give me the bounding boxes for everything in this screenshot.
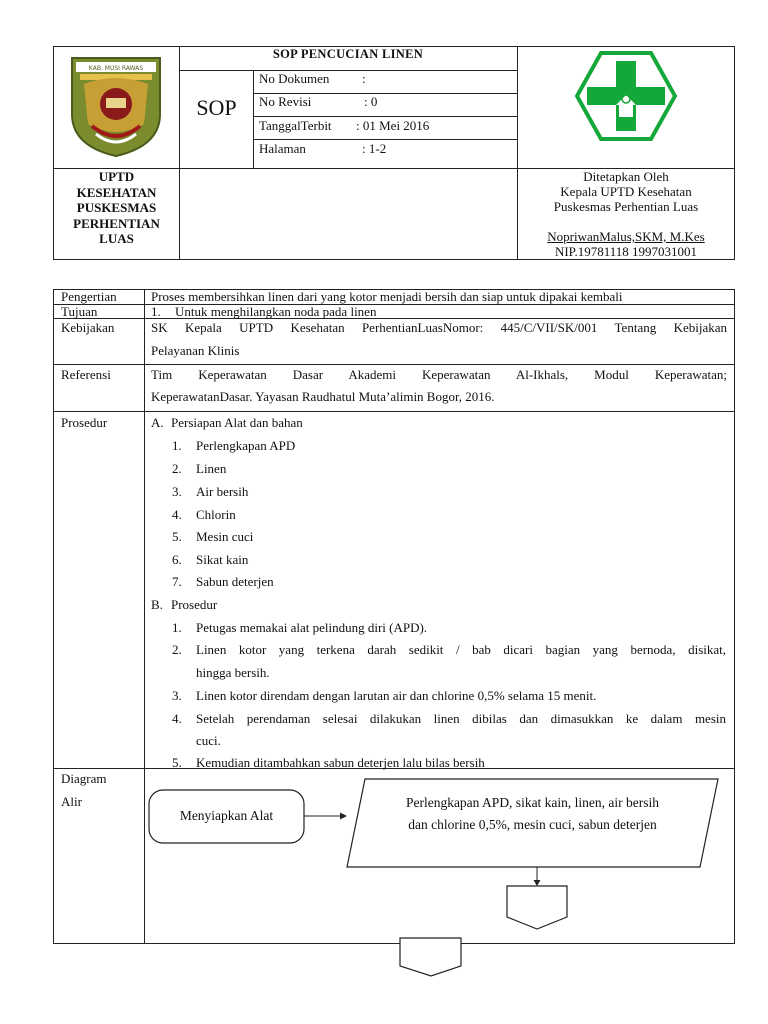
flow-io-line-1: Perlengkapan APD, sikat kain, linen, air bersih	[405, 795, 660, 810]
section-a-mark: A.	[151, 415, 164, 430]
list-a-item: Sabun deterjen	[196, 574, 274, 589]
list-a-item: Mesin cuci	[196, 529, 254, 544]
list-a-num: 6.	[172, 552, 182, 567]
meta-label-no-dokumen: No Dokumen	[259, 71, 330, 86]
label-diagram: Diagram	[61, 771, 107, 786]
list-a-num: 7.	[172, 574, 182, 589]
flow-start-label: Menyiapkan Alat	[179, 808, 274, 823]
list-a-item: Sikat kain	[196, 552, 249, 567]
pengertian-text: Proses membersihkan linen dari yang kotor menjadi bersih dan siap untuk dipakai kembali	[151, 289, 623, 304]
logo-banner-text: KAB. MUSI RAWAS	[88, 65, 144, 72]
list-b-num: 2.	[172, 642, 182, 657]
label-tujuan: Tujuan	[61, 304, 98, 319]
label-pengertian: Pengertian	[61, 289, 117, 304]
document-title: SOP PENCUCIAN LINEN	[272, 47, 424, 61]
flow-offpage-connector	[507, 886, 567, 929]
list-b-line-cont: hingga bersih.	[196, 665, 270, 680]
tujuan-text: Untuk menghilangkan noda pada linen	[175, 304, 377, 319]
list-b-num: 3.	[172, 688, 182, 703]
list-a-num: 4.	[172, 507, 182, 522]
meta-value-tanggal-terbit: : 01 Mei 2016	[356, 118, 430, 133]
flow-arrowhead-2	[534, 880, 541, 886]
flow-io-line-2: dan chlorine 0,5%, mesin cuci, sabun deterjen	[408, 817, 657, 832]
list-b-num: 5.	[172, 755, 182, 770]
label-kebijakan: Kebijakan	[61, 320, 115, 335]
list-b-line: Setelah perendaman selesai dilakukan linen dibilas dan dimasukkan ke dalam mesin	[196, 711, 726, 726]
meta-label-halaman: Halaman	[259, 141, 306, 156]
meta-value-no-dokumen: :	[362, 71, 366, 86]
approver-nip: NIP.19781118 1997031001	[554, 244, 698, 259]
meta-value-halaman: : 1-2	[362, 141, 387, 156]
referensi-line-2: KeperawatanDasar. Yayasan Raudhatul Muta’alimin Bogor, 2016.	[151, 389, 495, 404]
list-b-num: 4.	[172, 711, 182, 726]
section-a-title: Persiapan Alat dan bahan	[171, 415, 303, 430]
kebijakan-line-1: SK Kepala UPTD Kesehatan PerhentianLuasNomor: 445/C/VII/SK/001 Tentang Kebijakan	[151, 320, 727, 335]
list-a-item: Air bersih	[196, 484, 249, 499]
referensi-line-1: Tim Keperawatan Dasar Akademi Keperawatan Al-Ikhals, Modul Keperawatan;	[151, 367, 727, 382]
org-line-2: KESEHATAN	[76, 184, 157, 200]
approver-name: NopriwanMalus,SKM, M.Kes	[547, 229, 705, 244]
page-continuation-connector	[400, 938, 461, 976]
meta-label-tanggal-terbit: TanggalTerbit	[259, 118, 332, 133]
org-line-1: UPTD	[98, 169, 135, 184]
label-alir: Alir	[61, 794, 82, 809]
org-line-4: PERHENTIAN	[73, 215, 160, 231]
list-a-num: 3.	[172, 484, 182, 499]
list-a-num: 5.	[172, 529, 182, 544]
section-b-title: Prosedur	[171, 597, 218, 612]
list-b-line: Linen kotor direndam dengan larutan air dan chlorine 0,5% selama 15 menit.	[196, 688, 597, 703]
list-a-num: 2.	[172, 461, 182, 476]
list-b-line-cont: cuci.	[196, 733, 221, 748]
sop-label: SOP	[196, 95, 237, 120]
list-b-num: 1.	[172, 620, 182, 635]
flow-arrowhead-1	[340, 813, 347, 820]
section-b-mark: B.	[151, 597, 163, 612]
label-prosedur: Prosedur	[61, 415, 108, 430]
list-a-item: Chlorin	[196, 507, 236, 522]
approval-line-2: Kepala UPTD Kesehatan	[560, 184, 692, 199]
list-a-num: 1.	[172, 438, 182, 453]
org-line-5: LUAS	[99, 231, 134, 246]
approval-line-3: Puskesmas Perhentian Luas	[553, 199, 699, 214]
meta-value-no-revisi: : 0	[364, 94, 378, 109]
kebijakan-line-2: Pelayanan Klinis	[151, 343, 240, 358]
list-a-item: Perlengkapan APD	[196, 438, 296, 453]
label-referensi: Referensi	[61, 367, 111, 382]
org-line-3: PUSKESMAS	[76, 200, 157, 215]
list-b-line: Linen kotor yang terkena darah sedikit / bab dicari bagian yang bernoda, disikat,	[196, 642, 726, 657]
list-b-line: Petugas memakai alat pelindung diri (APD).	[196, 620, 428, 635]
approval-line-1: Ditetapkan Oleh	[583, 169, 669, 184]
tujuan-number: 1.	[151, 304, 161, 319]
list-b-line: Kemudian ditambahkan sabun deterjen lalu bilas bersih	[196, 755, 485, 770]
meta-label-no-revisi: No Revisi	[259, 94, 312, 109]
list-a-item: Linen	[196, 461, 227, 476]
